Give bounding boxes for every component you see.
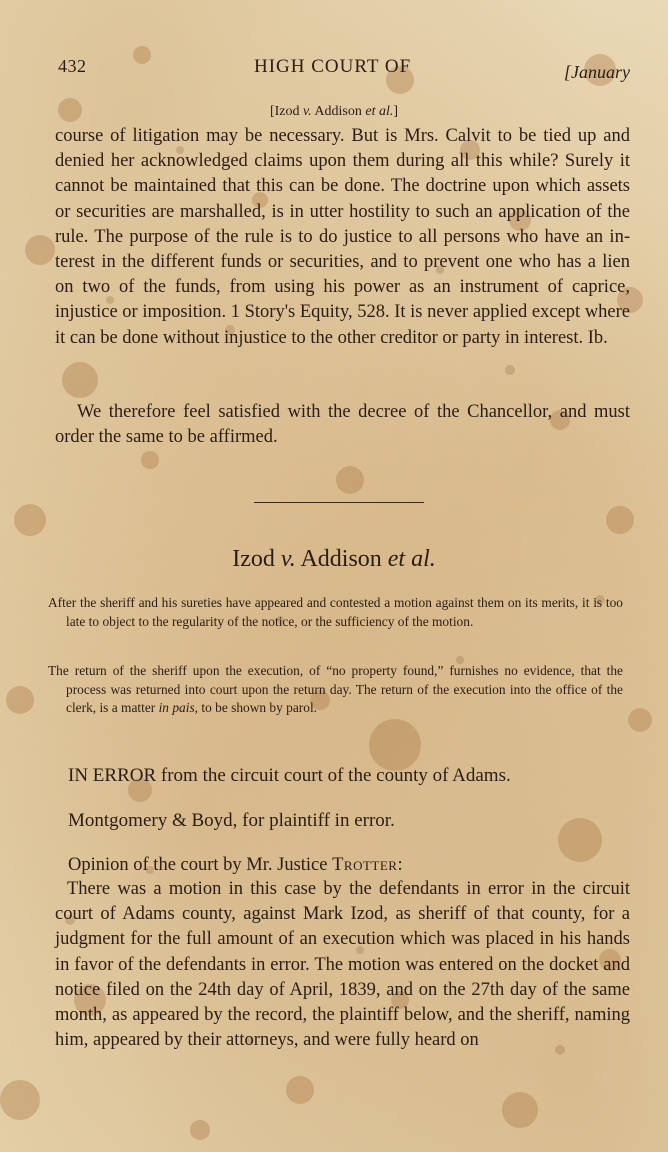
- case-subtitle-suffix: ]: [393, 104, 399, 119]
- headnote: After the sheriff and his sureties have appeared and contested a motion against them on its merits, it is too late to object to the regularity of the notice, or the sufficiency of the motion.: [48, 595, 623, 629]
- case-subtitle: [0, 104, 668, 120]
- case-title-name: Izod: [232, 546, 275, 572]
- case-subtitle-et-al: et al.: [365, 104, 394, 119]
- paragraph-decree: We therefore feel satisfied with the decree of the Chancellor, and must order the same to be affirmed.: [55, 402, 630, 448]
- running-header: [58, 56, 630, 92]
- headnote-italic: in pais,: [158, 700, 199, 715]
- case-subtitle-prefix: [Izod: [269, 104, 300, 119]
- page-number: 432: [58, 56, 87, 76]
- running-title: HIGH COURT OF: [254, 56, 412, 77]
- headnote-text-end: to be shown by parol.: [198, 700, 318, 715]
- opinion-line: [68, 855, 403, 876]
- case-title-defendant: Addison: [300, 546, 382, 572]
- case-subtitle-v: v.: [303, 104, 312, 119]
- running-date: [January: [564, 62, 630, 82]
- case-title-et-al: et al.: [387, 546, 436, 572]
- section-divider: [254, 502, 424, 503]
- counsel-line: Montgomery & Boyd, for plaintiff in error.: [68, 810, 395, 831]
- paragraph-continued: course of litigation may be necessary. But is Mrs. Calvit to be tied up and denied her acknowledged claims upon them during all this while? Surely it cannot be maintained that this can be done. The doctrine upon which assets or securities are marshalled, is in utter hostility to such an application of the rule. The purpose of the rule is to do justice to all persons who have an interest in the different funds or securities, and to prevent one who has a lien on two of the funds, from using his power as an instrument of caprice, injustice or imposition. 1 Story's Equity, 528. It is never applied except where it can be done without injustice to the other creditor or party in interest. Ib.: [55, 126, 631, 348]
- headnote: [48, 662, 623, 718]
- case-title-v: v.: [280, 546, 296, 572]
- case-subtitle-name: Addison: [314, 104, 362, 119]
- case-title: [0, 546, 668, 573]
- justice-name: Trotter:: [332, 855, 404, 875]
- headnote-text: The return of the sheriff upon the execution, of “no property found,” furnishes no evidence, that the process was returned into court upon the return day. The return of the execution into the office of the clerk, is a matter: [48, 663, 623, 715]
- opinion-prefix: Opinion of the court by Mr. Justice: [68, 855, 333, 875]
- error-line: IN ERROR from the circuit court of the county of Adams.: [68, 765, 511, 786]
- opinion-paragraph: There was a motion in this case by the defendants in error in the circuit court of Adams county, against Mark Izod, as sheriff of that county, for a judgment for the full amount of an execution which was placed in his hands in favor of the defendants in error. The motion was entered on the docket and notice filed on the 24th day of April, 1839, and on the 27th day of the same month, as appeared by the record, the plaintiff below, and the sheriff, naming him, appeared by their attorneys, and were fully heard on: [55, 879, 630, 1051]
